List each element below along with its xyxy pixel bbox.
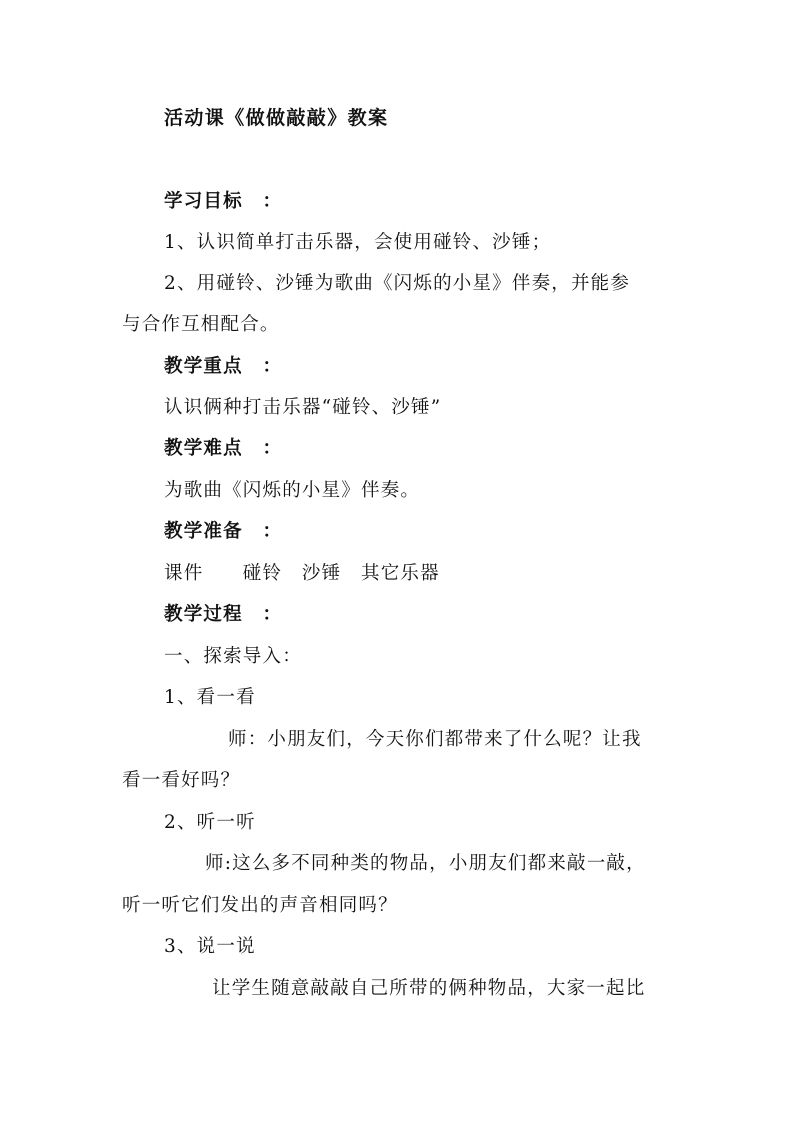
- step-1-heading: 1、看一看: [164, 687, 256, 708]
- teacher-2-line-2: 听一听它们发出的声音相同吗？: [122, 895, 398, 916]
- objectives-heading: 学习目标 ：: [164, 191, 283, 212]
- step-2-heading: 2、听一听: [164, 812, 256, 833]
- difficulty-heading: 教学难点 ：: [164, 438, 283, 459]
- key-points-text: 认识俩种打击乐器“碰铃、沙锤”: [164, 397, 442, 418]
- section-1-heading: 一、探索导入：: [164, 646, 302, 667]
- objective-1: 1、认识简单打击乐器，会使用碰铃、沙锤；: [164, 232, 552, 253]
- preparation-text: 课件 碰铃 沙锤 其它乐器: [164, 563, 440, 584]
- preparation-heading: 教学准备 ：: [164, 521, 283, 542]
- process-heading: 教学过程 ：: [164, 604, 283, 625]
- step-3-heading: 3、说一说: [164, 936, 256, 957]
- key-points-heading: 教学重点 ：: [164, 356, 283, 377]
- teacher-1-line-2: 看一看好吗？: [122, 770, 241, 791]
- teacher-2-line-1: 师:这么多不同种类的物品，小朋友们都来敲一敲，: [205, 853, 646, 874]
- objective-2-line-2: 与合作互相配合。: [122, 314, 280, 335]
- difficulty-text: 为歌曲《闪烁的小星》伴奏。: [164, 480, 421, 501]
- document-title: 活动课《做做敲敲》教案: [164, 107, 389, 129]
- objective-2-line-1: 2、用碰铃、沙锤为歌曲《闪烁的小星》伴奏，并能参: [164, 273, 631, 294]
- student-3-line-1: 让学生随意敲敲自己所带的俩种物品，大家一起比: [212, 978, 646, 999]
- teacher-1-line-1: 师：小朋友们，今天你们都带来了什么呢？让我: [228, 729, 642, 750]
